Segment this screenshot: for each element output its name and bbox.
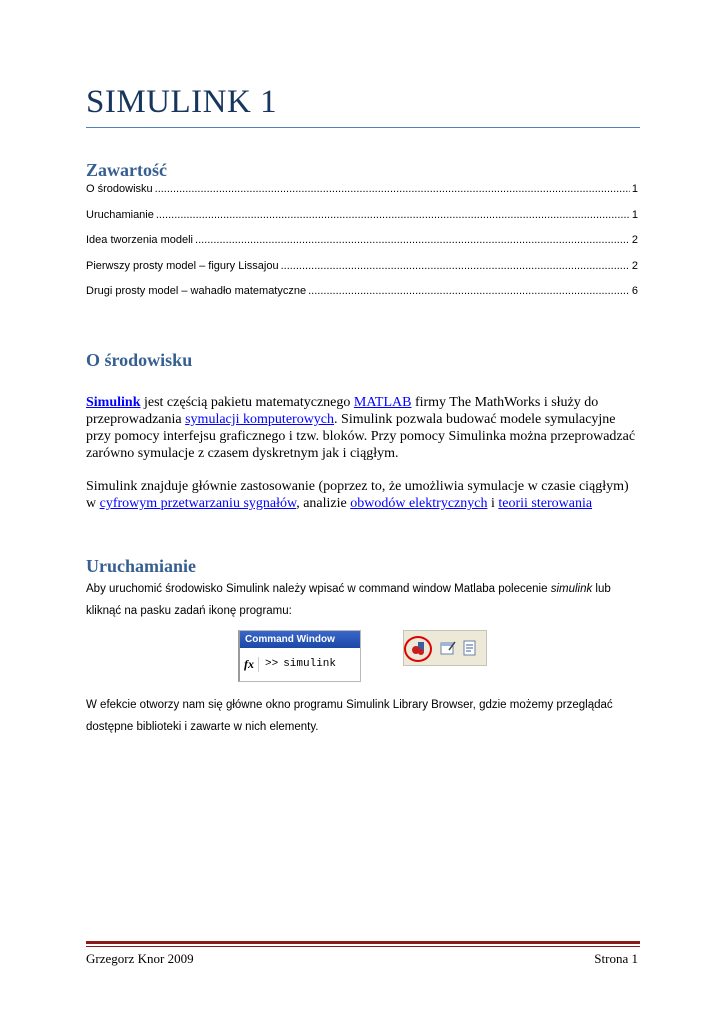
footer-rule	[86, 946, 640, 947]
toc-leader-dots	[308, 285, 630, 297]
toc-entry-label: Pierwszy prosty model – figury Lissajou	[86, 259, 279, 272]
toc-entry-page: 1	[631, 208, 638, 221]
footer-page-number: Strona 1	[594, 951, 638, 966]
toc-entry[interactable]	[86, 285, 638, 311]
simulink-icon[interactable]	[410, 640, 426, 656]
toc-entry-label: Drugi prosty model – wahadło matematyczne	[86, 285, 307, 297]
toc-entry-label: Idea tworzenia modeli	[86, 234, 194, 246]
text-span: Aby uruchomić środowisko Simulink należy wpisać w command window Matlaba polecenie	[86, 583, 551, 595]
computer-simulation-link[interactable]: symulacji komputerowych	[185, 412, 335, 427]
section-heading-environment: O środowisku	[86, 350, 193, 370]
simulink-link[interactable]: Simulink	[86, 395, 141, 410]
footer-rule	[86, 941, 640, 944]
fx-icon: fx	[244, 657, 259, 672]
command-name: simulink	[550, 583, 593, 595]
text-span: jest częścią pakietu matematycznego	[140, 395, 354, 410]
toc-entry-page: 1	[631, 183, 638, 195]
command-line	[240, 648, 360, 680]
command-text: simulink	[283, 658, 337, 670]
toc-entry-label: Uruchamianie	[86, 208, 154, 221]
toc-entry-page: 2	[631, 234, 638, 246]
control-theory-link[interactable]: teorii sterowania	[498, 496, 593, 511]
environment-paragraph-1	[86, 394, 642, 462]
text-span: i	[487, 496, 499, 511]
toc-leader-dots	[195, 234, 630, 246]
guide-icon[interactable]	[440, 640, 456, 656]
command-window-screenshot	[238, 630, 361, 682]
toc-leader-dots	[156, 209, 630, 221]
toc-leader-dots	[155, 183, 630, 195]
toc-entry-label: O środowisku	[86, 183, 153, 195]
title-underline	[86, 127, 640, 128]
toc-heading: Zawartość	[86, 160, 167, 180]
text-span: . Simulink pozwala budować modele symulacyjne przy pomocy interfejsu graficznego i tzw. bloków. Przy pomocy Simulinka można przeprowadzać zarówno symulacje z czasem dyskretnym jak i ciągłym.	[86, 412, 636, 461]
text-span: firmy The MathWorks i służy do przeprowadzania	[86, 395, 599, 427]
toc-entry[interactable]	[86, 260, 638, 286]
text-span: lub kliknąć na pasku zadań ikonę programu:	[86, 583, 611, 617]
command-window-title: Command Window	[240, 631, 360, 648]
page-title: SIMULINK 1	[86, 84, 278, 120]
toc-entry[interactable]	[86, 234, 638, 260]
toc-entry-page: 6	[631, 285, 638, 297]
profiler-icon[interactable]	[462, 640, 478, 656]
environment-paragraph-2	[86, 478, 642, 512]
toc-leader-dots	[281, 260, 630, 272]
matlab-link[interactable]: MATLAB	[353, 395, 412, 410]
toc-entry[interactable]	[86, 209, 638, 235]
run-paragraph-1	[86, 578, 642, 622]
toc-entry-page: 2	[631, 259, 638, 272]
signal-processing-link[interactable]: cyfrowym przetwarzaniu sygnałów	[99, 496, 297, 511]
text-span: , analizie	[296, 496, 351, 511]
section-heading-run: Uruchamianie	[86, 556, 196, 576]
table-of-contents	[86, 183, 638, 311]
toolbar-screenshot	[403, 630, 487, 666]
toc-entry[interactable]	[86, 183, 638, 209]
run-paragraph-2: W efekcie otworzy nam się główne okno programu Simulink Library Browser, gdzie możemy przeglądać dostępne biblioteki i zawarte w nich elementy.	[86, 699, 613, 733]
electric-circuits-link[interactable]: obwodów elektrycznych	[350, 496, 488, 511]
footer-author: Grzegorz Knor 2009	[86, 951, 194, 966]
command-prompt: >>	[265, 658, 279, 670]
text-span: Simulink znajduje głównie zastosowanie (poprzez to, że umożliwia symulacje w czasie ciągłym) w	[86, 479, 629, 511]
